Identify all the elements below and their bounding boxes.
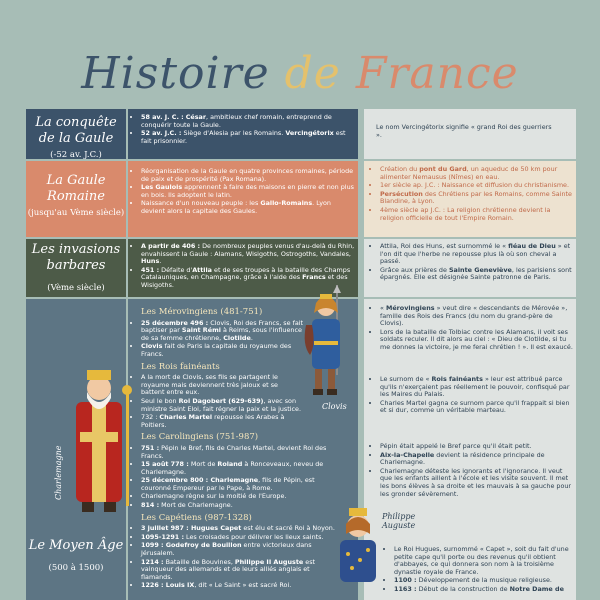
list-item: • 732 : Charles Martel repousse les Arabes à Poitiers. [141, 414, 301, 429]
list-item: • 1163 : Début de la construction de Notre Dame de [394, 586, 576, 594]
moyen-notes-3 [372, 443, 576, 499]
moyen-notes-1 [372, 305, 576, 353]
invasions-events [131, 243, 356, 291]
list-item: • Création du pont du Gard, un aqueduc de 50 km pour alimenter Nemausus (Nîmes) en eau. [380, 166, 576, 181]
list-item: • Réorganisation de la Gaule en quatre provinces romaines, période de paix et de prospérité (Pax Romana). [141, 168, 356, 183]
section-date: (Vème siècle) [47, 283, 105, 293]
list-item: • 751 : Pépin le Bref, fils de Charles Martel, devient Roi des Francs. [141, 445, 346, 460]
section-label-gaule [26, 115, 126, 161]
list-item: • Aix-la-Chapelle devient la résidence principale de Charlemagne. [380, 452, 576, 467]
title-word-de: de [284, 48, 341, 99]
list-item: • 1214 : Bataille de Bouvines, Philippe II Auguste est vainqueur des allemands et de leurs alliés anglais et flamands. [141, 559, 341, 582]
list-item: • Grâce aux prières de Sainte Geneviève, les parisiens sont épargnés. Elle est désignée Sainte patronne de Paris. [380, 267, 576, 282]
section-title: La Gaule Romaine [46, 173, 106, 204]
section-label-moyen [26, 538, 126, 574]
invasions-notes [372, 243, 576, 283]
list-item: • 814 : Mort de Charlemagne. [141, 502, 346, 510]
list-item: • 15 août 778 : Mort de Roland à Ronceveaux, neveu de Charlemagne. [141, 461, 346, 476]
list-item: • 1099 : Godefroy de Bouillon entre victorieux dans Jérusalem. [141, 542, 341, 557]
section-date: (jusqu'au Vème siècle) [27, 208, 125, 218]
list-item: • 52 av. J.C. : Siège d'Alesia par les Romains. Vercingétorix est fait prisonnier. [141, 130, 356, 145]
list-item: • Clovis fait de Paris la capitale du royaume des Francs. [141, 343, 311, 358]
list-item: • 1226 : Louis IX, dit « Le Saint » est sacré Roi. [141, 582, 341, 590]
list-item: • 451 : Défaite d'Attila et de ses troupes à la bataille des Champs Catalauniques, en Champagne, grâce à l'aide des Francs et des Wisigoths. [141, 267, 356, 290]
list-item: • A la mort de Clovis, ses fils se partagent le royaume mais deviennent très jaloux et se battent entre eux. [141, 374, 301, 397]
section-title: Le Moyen Âge [28, 538, 124, 553]
romaine-notes [372, 166, 576, 223]
list-item: • Charlemagne règne sur la moitié de l'Europe. [141, 493, 346, 501]
list-item: • A partir de 406 : De nombreux peuples venus d'au-delà du Rhin, envahissent la Gaule : Alamans, Wisigoths, Ostrogoths, Vandales, Huns. [141, 243, 356, 266]
list-item: • Lors de la bataille de Tolbiac contre les Alamans, il voit ses soldats reculer. Il dit alors au ciel : « Dieu de Clotilde, si tu me donnes la victoire, je me ferai chrétien ! ». Il est exaucé. [380, 329, 576, 352]
list-item: • Les Gaulois apprennent à faire des maisons en pierre et non plus en bois. Ils adoptent le latin. [141, 184, 356, 199]
section-date: (500 à 1500) [48, 563, 104, 573]
subsection-title: Les Rois fainéants [141, 361, 220, 372]
title-word-histoire: Histoire [81, 48, 270, 99]
list-item: • Attila, Roi des Huns, est surnommé le « fléau de Dieu » et l'on dit que l'herbe ne repousse plus là où son cheval a passé. [380, 243, 576, 266]
list-item: • 1095-1291 : Les croisades pour délivrer les lieux saints. [141, 534, 341, 542]
subsection-title: Les Mérovingiens (481-751) [141, 307, 263, 317]
list-item: • 25 décembre 496 : Clovis, Roi des Francs, se fait baptiser par Saint Rémi à Reims, sous l'influence de sa femme chrétienne, Clotilde. [141, 320, 311, 343]
clovis-caption: Clovis [322, 402, 347, 411]
list-item: • Le surnom de « Rois fainéants » leur est attribué parce qu'ils n'exerçaient pas réellement le pouvoir, confisqué par les Maires du Palais. [380, 376, 576, 399]
moyen-notes-2 [372, 376, 576, 416]
list-item: • Naissance d'un nouveau peuple : les Gallo-Romains. Lyon devient alors la capitale des Gaules. [141, 200, 356, 215]
list-item: • Pépin était appelé le Bref parce qu'il était petit. [380, 443, 576, 451]
list-item: • 25 décembre 800 : Charlemagne, fils de Pépin, est couronné Empereur par le Pape, à Rome. [141, 477, 346, 492]
romaine-events [131, 168, 356, 217]
page-title [0, 48, 600, 99]
section-title: Les invasions barbares [31, 242, 121, 273]
moyen-notes-4 [386, 546, 576, 595]
section-date: (-52 av. J.C.) [50, 150, 102, 160]
clovis-illustration [300, 285, 356, 400]
list-item: • Le Roi Hugues, surnommé « Capet », soit du fait d'une petite cape qu'il porte ou des revenus qu'il obtient d'abbayes, ce qui donnera son nom à la troisième dynastie royale de France. [394, 546, 576, 576]
section-label-invasions [26, 242, 126, 294]
list-item: • 1100 : Développement de la musique religieuse. [394, 577, 576, 585]
philippe-caption: Philippe Auguste [382, 512, 416, 530]
list-item: • 4ème siècle ap J.C. : La religion chrétienne devient la religion officielle de tout l'Empire Romain. [380, 207, 576, 222]
title-word-france: France [355, 48, 519, 99]
list-item: • Seul le bon Roi Dagobert (629-639), avec son ministre Saint Eloi, fait régner la paix et la justice. [141, 398, 301, 413]
list-item: • « Mérovingiens » veut dire « descendants de Mérovée », famille des Rois des Francs (du nom du grand-père de Clovis). [380, 305, 576, 328]
subsection-title: Les Capétiens (987-1328) [141, 512, 252, 523]
charlemagne-caption: Charlemagne [54, 445, 63, 500]
list-item: • 58 av. J. C. : César, ambitieux chef romain, entreprend de conquérir toute la Gaule. [141, 114, 356, 129]
list-item: • Charles Martel gagna ce surnom parce qu'il frappait si bien et si dur, comme un véritable marteau. [380, 400, 576, 415]
list-item: • 1er siècle ap. J.C. : Naissance et diffusion du christianisme. [380, 182, 576, 190]
gaule-note: Le nom Vercingétorix signifie « grand Roi des guerriers ». [376, 123, 552, 139]
list-item: • Persécution des Chrétiens par les Romains, comme Sainte Blandine, à Lyon. [380, 191, 576, 206]
gaule-events [131, 114, 356, 146]
list-item: • Charlemagne déteste les ignorants et l'ignorance. Il veut que les enfants aillent à l'école et les visite souvent. Il met les bons élèves à sa droite et les mauvais à sa gauche pour les gronder sévèrement. [380, 468, 576, 498]
section-label-romaine [26, 173, 126, 219]
subsection-title: Les Carolingiens (751-987) [141, 432, 259, 443]
philippe-illustration [330, 502, 382, 582]
section-title: La conquête de la Gaule [35, 115, 117, 146]
list-item: • 3 juillet 987 : Hugues Capet est élu et sacré Roi à Noyon. [141, 525, 341, 533]
